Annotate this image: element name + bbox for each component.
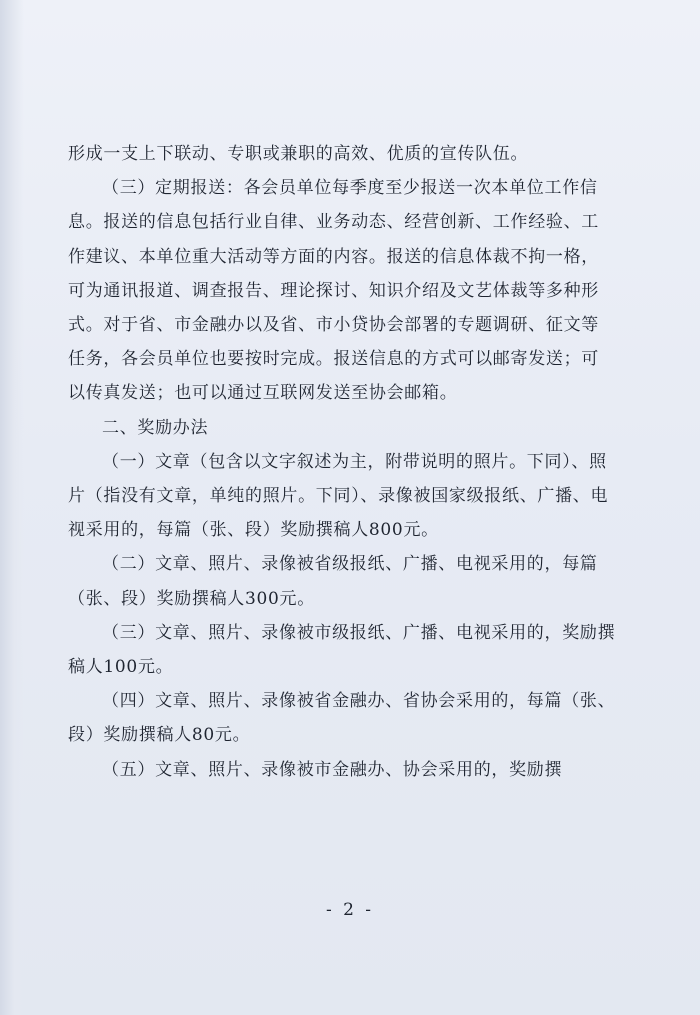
- page-number: - 2 -: [325, 900, 375, 920]
- paragraph: （五）文章、照片、录像被市金融办、协会采用的，奖励撰: [102, 759, 563, 780]
- section-heading: 二、奖励办法: [102, 417, 209, 438]
- paragraph: （二）文章、照片、录像被省级报纸、广播、电视采用的，每篇（张、段）奖励撰稿人300元。: [68, 554, 598, 609]
- paragraph: （一）文章（包含以文字叙述为主，附带说明的照片。下同）、照片（指没有文章，单纯的照片。下同）、录像被国家级报纸、广播、电视采用的，每篇（张、段）奖励撰稿人800元。: [68, 451, 609, 541]
- scan-edge: [0, 0, 24, 1015]
- document-body: [68, 137, 616, 787]
- paragraph: 形成一支上下联动、专职或兼职的高效、优质的宣传队伍。: [68, 144, 529, 164]
- paragraph: （三）定期报送：各会员单位每季度至少报送一次本单位工作信息。报送的信息包括行业自律、业务动态、经营创新、工作经验、工作建议、本单位重大活动等方面的内容。报送的信息体裁不拘一格，可为通讯报道、调查报告、理论探讨、知识介绍及文艺体裁等多种形式。对于省、市金融办以及省、市小贷协会部署的专题调研、征文等任务，各会员单位也要按时完成。报送信息的方式可以邮寄发送；可以传真发送；也可以通过互联网发送至协会邮箱。: [68, 178, 599, 404]
- paragraph: （三）文章、照片、录像被市级报纸、广播、电视采用的，奖励撰稿人100元。: [68, 622, 616, 678]
- paragraph: （四）文章、照片、录像被省金融办、省协会采用的，每篇（张、段）奖励撰稿人80元。: [68, 691, 616, 746]
